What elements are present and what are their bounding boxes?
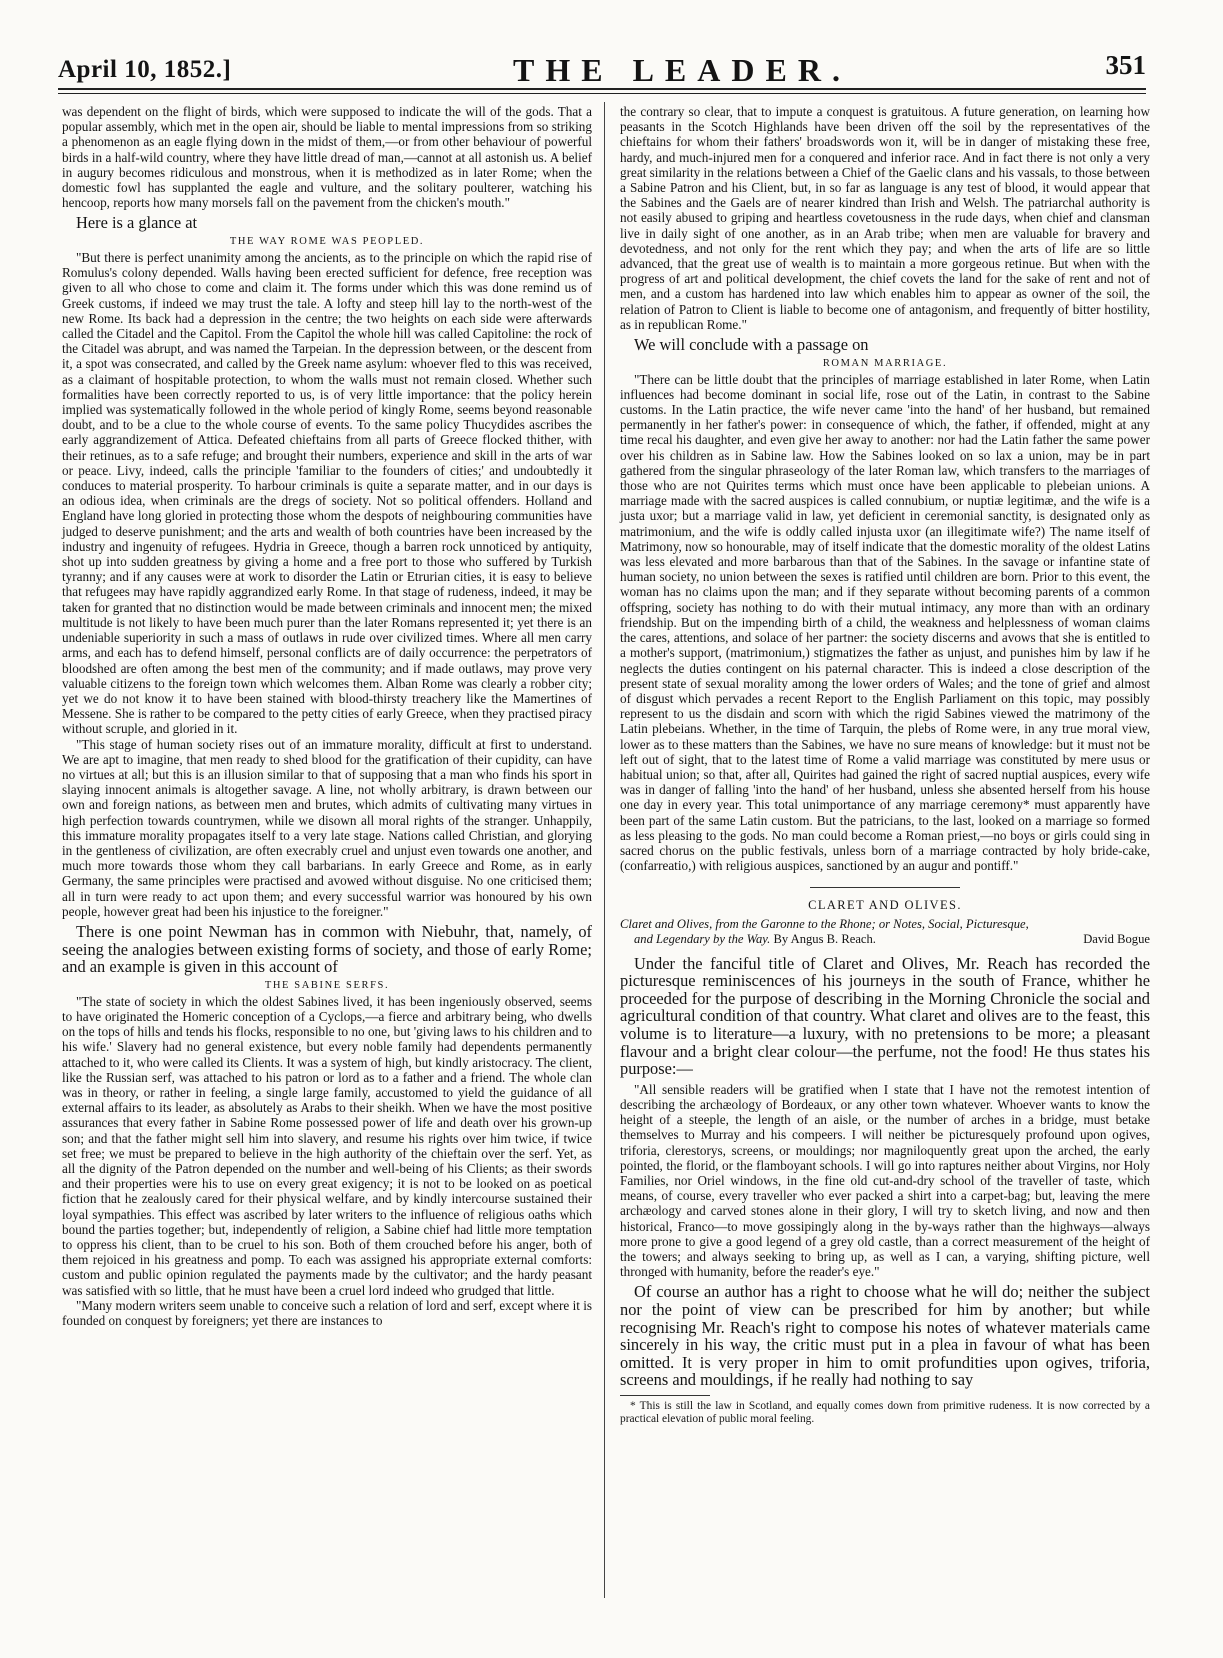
book-title-line-2 xyxy=(620,932,1150,947)
heading-sabine-serfs: THE SABINE SERFS. xyxy=(264,979,390,991)
intro-roman-marriage: We will conclude with a passage on xyxy=(634,335,869,355)
quote-immature-morality: "This stage of human society rises out of an immature morality, difficult at first to understand. We are apt to imagine, that men ready to shed blood for the gratification of their cupidity, can have no virtues at all; but this is an illusion similar to that of supposing that a man who finds his sport in slaying innocent animals is altogether savage. A line, not wholly arbitrary, is drawn between our own and foreign nations, as between men and brutes, which admits of cultivating many virtues in high perfection towards countrymen, while we disown all moral rights of the stranger. Unhappily, this immature morality propagates itself to a very late stage. Nations called Christian, and glorying in the gentleness of civilization, are often execrably cruel and unjust even towards one another, and much more towards those whom they call barbarians. In early Greece and Rome, as in early Germany, the same principles were practised and avowed without disguise. No one criticised them; all in turn were ready to act upon them; and every successful warrior was honoured by his own people, however great had been his injustice to the foreigner." xyxy=(62,736,592,919)
review-paragraph-2: Of course an author has a right to choose what he will do; neither the subject nor the point of view can be prescribed for him by another; but while recognising Mr. Reach's right to compose his notes of whatever materials came sincerely in his way, the critic must put in a plea in favour of what has been omitted. It is very proper in him to omit profundities upon ogives, triforia, screens and mouldings, if he really had nothing to say xyxy=(620,1282,1150,1390)
book-subtitle: and Legendary by the Way. xyxy=(634,931,771,946)
intro-rome-peopled: Here is a glance at xyxy=(76,213,198,233)
column-divider xyxy=(604,102,605,1598)
book-author: By Angus B. Reach. xyxy=(773,931,876,946)
right-column xyxy=(620,104,1150,1426)
header-rule-top xyxy=(58,88,1146,90)
newspaper-title: THE LEADER. xyxy=(513,52,851,88)
footnote-rule xyxy=(620,1395,710,1396)
paragraph-augury: was dependent on the flight of birds, which were supposed to indicate the will of the gods. That a popular assembly, which met in the open air, should be liable to mental impressions from so striking a phenomenon as an eagle flying down in the midst of them,—or from other behaviour of powerful birds in a half-wild country, where they have little dread of man,—cannot at all astonish us. A belief in augury becomes ridiculous and monstrous, when it is methodized as in later Rome; when the domestic fowl has supplanted the eagle and vulture, and the solitary poulterer, watching his hencoop, reports how many morsels fall on the pavement from the chicken's mouth." xyxy=(62,104,592,211)
section-divider xyxy=(810,887,960,888)
section-title-claret-olives: CLARET AND OLIVES. xyxy=(808,898,962,913)
paragraph-scotch-highlands: the contrary so clear, that to impute a conquest is gratuitous. A future generation, on learning how peasants in the Scotch Highlands have been driven off the soil by the representatives of the chieftains for whom their fathers' broadswords won it, will be in danger of mistaking these free, hardy, and much-injured men for a conquered and inferior race. And in fact there is not only a very great similarity in the relations between a Chief of the Gaelic clans and his vassals, to those between a Sabine Patron and his Client, but, in so far as language is any test of blood, it would appear that the Sabines and the Gaels are of nearer kindred than Irish and Welsh. The patriarchal authority is not easily abused to griping and heartless covetousness in the rude days, when chief and clansman live in daily sight of one another, as in an Arab tribe; when men are valuable for bravery and devotedness, and not only for the rent which they pay; and when the arts of life are so little advanced, that the great use of wealth is to maintain a more gorgeous retinue. But when with the progress of art and political development, the chief covets the land for the sake of rent and not of men, and a custom has hardened into law which enables him to appear as owner of the soil, the relation of Patron to Client is liable to become one of antagonism, and frequently of bitter hostility, as in republican Rome." xyxy=(620,104,1150,332)
issue-date: April 10, 1852.] xyxy=(58,56,232,83)
review-paragraph-1: Under the fanciful title of Claret and Olives, Mr. Reach has recorded the picturesque reminiscences of his journeys in the south of France, whither he proceeded for the purpose of describing in the Morning Chronicle the social and agricultural condition of that country. What claret and olives are to the feast, this volume is to literature—a luxury, with no pretensions to be more; a pleasant flavour and a bright clear colour—the perfume, not the food! He thus states his purpose:— xyxy=(620,953,1150,1079)
heading-roman-marriage: ROMAN MARRIAGE. xyxy=(822,357,948,369)
quote-lord-and-serf: "Many modern writers seem unable to conceive such a relation of lord and serf, except where it is founded on conquest by foreigners; yet there are instances to xyxy=(62,1297,592,1328)
heading-way-rome-peopled: THE WAY ROME WAS PEOPLED. xyxy=(229,236,425,248)
header-rule-bottom xyxy=(58,93,1146,94)
footnote: * This is still the law in Scotland, and equally comes down from primitive rudeness. It is now corrected by a practical elevation of public moral feeling. xyxy=(620,1399,1150,1425)
quote-asylum: "But there is perfect unanimity among the ancients, as to the principle on which the rapid rise of Romulus's colony depended. Walls having been erected sufficient for defence, free reception was given to all who chose to come and claim it. The forms under which this was done remind us of Greek customs, if indeed we may trust the tale. A lofty and steep hill lay to the north-west of the new Rome. Its back had a depression in the centre; the two heights on each side were afterwards called the Citadel and the Capitol. From the Capitol the whole hill was called Capitoline: the rock of the Citadel was abrupt, and was named the Tarpeian. In the depression between, or the descent from it, a spot was consecrated, and called by the Greek name asylum: whoever fled to this was received, as a claimant of hospitable protection, to whom the walls must not remain closed. Whether such formalities have been correctly reported to us, is of very little importance: that the policy herein implied was systematically followed in the whole period of kingly Rome, seems beyond reasonable doubt, and to be a clue to the whole course of events. To the same policy Thucydides ascribes the early aggrandizement of Attica. Defeated chieftains from all parts of Greece flocked thither, with their retinues, as to a safe refuge; and brought their numbers, experience and skill in the arts of war or peace. Livy, indeed, calls the principle 'familiar to the founders of cities;' and undoubtedly it conduces to material prosperity. To harbour criminals is quite a separate matter, and in our days is an odious idea, when criminals are the dregs of society. Not so political offenders. Holland and England have long gloried in protecting those whom the despots of neighbouring communities have judged to deserve punishment; and the arts and wealth of both countries have been increased by the industry and ingenuity of refugees. Hydria in Greece, though a barren rock unnoticed by antiquity, shot up into sudden greatness by giving a home and a free port to those who suffered by Turkish tyranny; and if any causes were at work to disorder the Latin or Etrurian cities, it is easy to believe that refugees may have rapidly aggrandized early Rome. In that stage of rudeness, indeed, it may be taken for granted that no distinction would be made between criminals and innocent men; the mixed multitude is not likely to have been much purer than the later Romans represented it; yet there is an undeniable superiority in such a mass of outlaws in rude over civilized times. Where all men carry arms, and each has to defend himself, personal conflicts are of daily occurrence: the perpetrators of bloodshed are often among the best men of the community; and if made outlaws, may prove very valuable citizens to the foreign town which welcomes them. Alban Rome was clearly a robber city; yet we do not know it to have been stained with blood-thirsty treachery like the Mamertines of Messene. She is rather to be compared to the petty cities of early Greece, when they practised piracy without scruple, and gloried in it. xyxy=(62,250,592,737)
page-header xyxy=(58,44,1146,88)
quote-sabine-serfs: "The state of society in which the oldest Sabines lived, it has been ingeniously observed, seems to have originated the Homeric conception of a Cyclops,—a fierce and arbitrary being, who dwells on the tops of hills and tends his flocks, responsible to no one, but 'giving laws to his children and to his wife.' Slavery had no general existence, but every noble family had dependents permanently attached to it, who were called its Clients. It was a system of high, but kindly aristocracy. The client, like the Russian serf, was attached to his patron or lord as to a father and a friend. The whole clan was in theory, or rather in feeling, a single large family, accustomed to yield the guidance of all external affairs to its leader, as absolutely as Arabs to their sheikh. When we have the most positive assurances that every father in Sabine Rome possessed power of life and death over his grown-up son; and that the father might sell him into slavery, and resume his rights over him twice, if twice set free; we must be prepared to believe in the high authority of the chieftain over the serf. Yet, as all the dignity of the Patron depended on the number and well-being of his Clients; as their swords and their properties were his to use on every great exigency; it is not to be looked on as poetical fiction that he zealously cared for their physical welfare, and by kindly intercourse sustained their loyal sympathies. This effect was ascribed by later writers to the influence of religious oaths which bound the parties together; but, independently of religion, a Sabine chief had little more temptation to oppress his client, than to be cruel to his son. Both of them crouched before his anger, both of them rejoiced in his greatness and pomp. To each was assigned his appropriate external comforts: custom and public opinion regulated the payments made by the cultivator; and the hardy peasant was satisfied with so little, that he must have been a cruel lord indeed who grudged that little. xyxy=(62,993,592,1298)
left-column xyxy=(62,104,592,1328)
book-publisher: David Bogue xyxy=(1083,931,1150,946)
intro-sabine-serfs: There is one point Newman has in common with Niebuhr, that, namely, of seeing the analogies between existing forms of society, and those of early Rome; and an example is given in this account of xyxy=(62,921,592,977)
page-number: 351 xyxy=(1105,50,1146,80)
book-title-line-1: Claret and Olives, from the Garonne to the Rhone; or Notes, Social, Picturesque, xyxy=(620,917,1029,932)
quote-reach-purpose: "All sensible readers will be gratified when I state that I have not the remotest intention of describing the archæology of Bordeaux, or any other town whatever. Whoever wants to know the height of a steeple, the length of an aisle, or the number of arches in a bridge, must betake themselves to Murray and his compeers. I will neither be picturesquely profound upon ogives, triforia, clerestorys, screens, or mouldings; nor magniloquently great upon the arched, the early pointed, the florid, or the flamboyant schools. I will go into raptures neither about Virgins, nor Holy Families, nor Oriel windows, in the fine old cut-and-dry school of the traveller of taste, which means, of course, every traveller who ever packed a shirt into a carpet-bag; but, leaving the mere archæology and carved stones alone in their glory, I will try to sketch living, and now and then historical, Franco—to move gossipingly along in the by-ways rather than the highways—always more prone to give a good legend of a grey old castle, than a correct measurement of the height of the towers; and always seeking to bring up, as well as I can, a varying, shifting picture, well thronged with humanity, before the reader's eye." xyxy=(620,1081,1150,1280)
quote-roman-marriage: "There can be little doubt that the principles of marriage established in later Rome, when Latin influences had become dominant in social life, rose out of the Latin, in contrast to the Sabine customs. In the Latin practice, the wife never came 'into the hand' of her husband, but remained permanently in her father's power: in consequence of which, the father, if offended, might at any time recal his daughter, and even give her away to another: nor had the Latin father the same power over his children as in Sabine law. How the Sabines looked on so lax a union, may be in part gathered from the singular phraseology of the later Roman law, which transfers to the marriages of those who are not Quirites terms which must once have been applicable to plebeian unions. A marriage made with the sacred auspices is called connubium, or nuptiæ legitimæ, and the wife is a justa uxor; but a marriage valid in law, yet deficient in ceremonial sanctity, is designated only as matrimonium, and the wife is oddly called injusta uxor (an illegitimate wife?) The name itself of Matrimony, now so honourable, may of itself indicate that the domestic morality of the oldest Latins was less elevated and more barbarous than that of the Sabines. In the savage or infantine state of human society, no union between the sexes is ratified until children are born. Prior to this event, the woman has no claims upon the man; and if they separate without becoming parents of a common offspring, society has nothing to do with their mutual intimacy, any more than with an ordinary friendship. But on the impending birth of a child, the weakness and helplessness of woman claims the cares, attentions, and solace of her partner: the society discerns and avows that she is entitled to a mother's support, (matrimonium,) stigmatizes the father as unjust, and punishes him by law if he neglects the duties contingent on his paternal character. This is indeed a close description of the present state of sexual morality among the lower orders of Wales; and the tone of grief and almost of disgust which pervades a recent Report to the English Parliament on this topic, may possibly represent to us the disdain and scorn with which the rigid Sabines viewed the matrimony of the Latin plebeians. Whether, in the time of Tarquin, the plebs of Rome were, in any true moral view, lower as to these matters than the Sabines, we have no sure means of knowledge: but it must not be left out of sight, that to the latest time of Rome a valid marriage was constituted by mere usus or habitual union; so that, after all, Quirites had gained the right of sacred nuptial auspices, every wife was in danger of falling 'into the hand' of her husband, unless she absented herself from his house one day in every year. This total unimportance of any marriage ceremony* must apparently have been part of the same Latin custom. But the patricians, to the last, looked on a marriage so formed as less pleasing to the gods. No man could become a Roman priest,—no boys or girls could sing in sacred chorus on the public festivals, unless born of a marriage contracted by holy bride-cake, (confarreatio,) with religious auspices, sanctioned by an augur and pontiff." xyxy=(620,371,1150,874)
